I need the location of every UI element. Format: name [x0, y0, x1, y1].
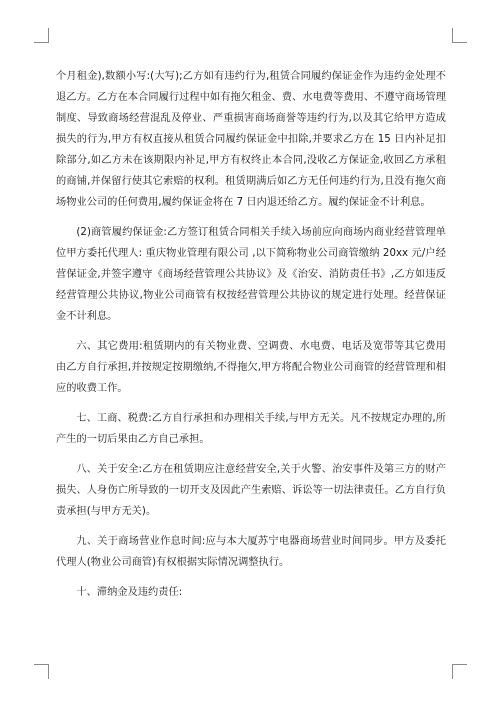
paragraph-management-deposit: (2)商管履约保证金:乙方签订租赁合同相关手续入场前应向商场内商业经营管理单位甲方委托代理人: 重庆物业管理有限公司 ,以下简称物业公司商管缴纳 20xx 元/户经营保证金,并签字遵守《商场经营管理公共协议》及《治安、消防责任书》,乙方如违反经营管理公共协议,物业公司商管有权按经营管理公共协议的规定进行处理。经营保证金不计利息。 [56, 227, 446, 322]
paragraph-business-hours: 九、关于商场营业作息时间:应与本大厦苏宁电器商场营业时间同步。甲方及委托代理人(物业公司商管)有权根据实际情况调整执行。 [56, 536, 446, 568]
document-body [56, 66, 446, 612]
paragraph-other-fees: 六、其它费用:租赁期内的有关物业费、空调费、水电费、电话及宽带等其它费用由乙方自行承担,并按规定按期缴纳,不得拖欠,甲方将配合物业公司商管的经营管理和相应的收费工作。 [56, 341, 446, 394]
paragraph-business-tax: 七、工商、税费:乙方自行承担和办理相关手续,与甲方无关。凡不按规定办理的,所产生的一切后果由乙方自己承担。 [56, 413, 446, 445]
paragraph-deposit-penalty: 个月租金),数额小写:(大写);乙方如有违约行为,租赁合同履约保证金作为违约金处理不退乙方。乙方在本合同履行过程中如有拖欠租金、费、水电费等费用、不遵守商场管理制度、导致商场经营混乱及停业、严重损害商场商誉等违约行为,以及其它给甲方造成损失的行为,甲方有权直接从租赁合同履约保证金中扣除,并要求乙方在 15 日内补足扣除部分,如乙方未在该期限内补足,甲方有权终止本合同,没收乙方保证金,收回乙方承租的商铺,并保留行使其它索赔的权利。租赁期满后如乙方无任何违约行为,且没有拖欠商场物业公司的任何费用,履约保证金将在 7 日内退还给乙方。履约保证金不计利息。 [56, 71, 446, 208]
crop-mark-bottom-left [34, 664, 49, 679]
paragraph-safety: 八、关于安全:乙方在租赁期应注意经营安全,关于火警、治安事件及第三方的财产损失、人身伤亡所导致的一切开支及因此产生索赔、诉讼等一切法律责任。乙方自行负责承担(与甲方无关)。 [56, 464, 446, 517]
paragraph-late-fee-heading: 十、滞纳金及违约责任: [76, 587, 183, 598]
crop-mark-bottom-right [452, 664, 467, 679]
crop-mark-top-right [452, 28, 467, 43]
crop-mark-top-left [34, 28, 49, 43]
